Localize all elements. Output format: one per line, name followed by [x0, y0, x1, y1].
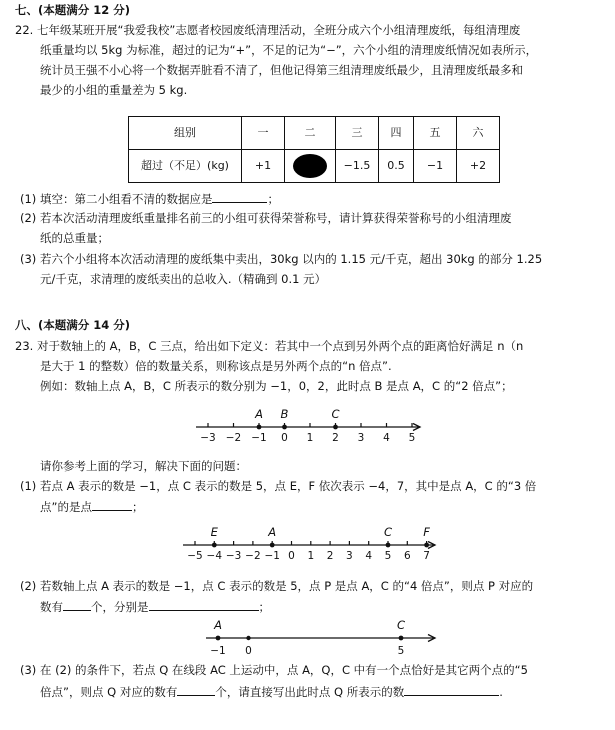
waste-paper-table: [128, 116, 500, 183]
tick-label: −2: [245, 550, 261, 562]
table-value-5: −1: [414, 150, 457, 183]
tick-label: 5: [397, 645, 405, 657]
q23-prompt: 请你参考上面的学习，解决下面的问题：: [40, 459, 247, 473]
table-value-2-smudged: [285, 150, 336, 183]
q23-part3-line1: (3) 在 (2) 的条件下，若点 Q 在线段 AC 上运动中，点 A，Q，C 中有一个点恰好是其它两个点的“5: [20, 663, 528, 677]
table-header-row: [129, 117, 500, 150]
table-header-label: 组别: [129, 117, 242, 150]
q22-intro-line2: 纸重量均以 5kg 为标准，超过的记为“+”，不足的记为“−”，六个小组的清理废纸情况如表所示，: [40, 43, 538, 57]
section7-heading: 七、(本题满分 12 分): [15, 3, 131, 17]
q23-intro-line1: 23. 对于数轴上的 A，B，C 三点，给出如下定义：若其中一个点到另外两个点的距离恰好满足 n（n: [15, 339, 524, 353]
table-value-4: 0.5: [379, 150, 414, 183]
q23-part3-values-blank[interactable]: [404, 683, 499, 696]
q23-example: 例如：数轴上点 A，B，C 所表示的数分别为 −1，0，2，此时点 B 是点 A，C 的“2 倍点”；: [40, 379, 513, 393]
point-b-label: B: [280, 407, 289, 421]
tick-label: −5: [187, 550, 203, 562]
q23-part1-text: 点”的是点: [40, 500, 92, 514]
tick-label: −3: [200, 432, 216, 444]
tick-label: −3: [225, 550, 242, 562]
tick-label: 5: [408, 432, 416, 444]
tick-label: −4: [206, 550, 223, 562]
q22-part1-blank[interactable]: [212, 190, 267, 203]
table-group-3: 三: [336, 117, 379, 150]
q23-part1-line2: [40, 498, 143, 516]
point-e-dot: [212, 543, 217, 548]
table-value-6: +2: [457, 150, 500, 183]
q23-part3-end: .: [499, 685, 503, 699]
number-line-3: [195, 613, 445, 663]
point-a-label: A: [268, 525, 277, 539]
point-c-label: C: [383, 525, 393, 539]
tick-label: −1: [264, 550, 280, 562]
table-row-label: 超过（不足）(kg): [129, 150, 242, 183]
tick-label: 0: [288, 550, 295, 562]
tick-label: −1: [210, 645, 226, 657]
point-b-dot: [282, 425, 287, 430]
tick-label: 2: [326, 550, 334, 562]
q22-intro-line1: 22. 七年级某班开展“我爱我校”志愿者校园废纸清理活动，全班分成六个小组清理废纸，每组清理废: [15, 23, 521, 37]
q23-part2-count-blank[interactable]: [63, 598, 91, 611]
q23-part2-text2: 个，分别是: [91, 600, 149, 614]
point-a-label: A: [255, 407, 263, 421]
q22-part2-line1: (2) 若本次活动清理废纸重量排名前三的小组可获得荣誉称号，请计算获得荣誉称号的小组清理废: [20, 211, 512, 225]
point-a-dot: [257, 425, 262, 430]
point-f-label: F: [423, 525, 430, 539]
q22-part3-line1: (3) 若六个小组将本次活动清理的废纸集中卖出，30kg 以内的 1.15 元/千克，超出 30kg 的部分 1.25: [20, 252, 543, 266]
q23-part2-values-blank[interactable]: [149, 598, 259, 611]
point-f-dot: [424, 543, 429, 548]
number-line-2: [175, 515, 455, 565]
q23-part3-text1: 倍点”，则点 Q 对应的数有: [40, 685, 178, 699]
tick-label: 0: [245, 645, 252, 657]
point-c-dot: [333, 425, 338, 430]
origin-dot: [246, 636, 250, 640]
section8-heading: 八、(本题满分 14 分): [15, 318, 131, 332]
table-group-4: 四: [379, 117, 414, 150]
q23-part3-count-blank[interactable]: [177, 683, 215, 696]
ink-smudge: [293, 154, 327, 178]
tick-label: 3: [346, 550, 353, 562]
q23-part1-end: ；: [131, 500, 144, 514]
point-a-dot: [270, 543, 275, 548]
tick-label: 3: [357, 432, 365, 444]
q23-intro-line2: 是大于 1 的整数）倍的数量关系，则称该点是另外两个点的“n 倍点”.: [40, 359, 392, 373]
q23-part1-line1: (1) 若点 A 表示的数是 −1，点 C 表示的数是 5，点 E，F 依次表示 −4，7，其中是点 A，C 的“3 倍: [20, 479, 537, 493]
q23-part2-text1: 数有: [40, 600, 63, 614]
q22-part3-line2: 元/千克，求清理的废纸卖出的总收入.（精确到 0.1 元）: [40, 272, 327, 286]
point-c-label: C: [331, 407, 340, 421]
q22-intro-line4: 最少的小组的重量差为 5 kg.: [40, 83, 188, 97]
tick-label: 6: [403, 550, 411, 562]
tick-label: 4: [383, 432, 390, 444]
point-e-label: E: [210, 525, 218, 539]
point-a-label: A: [214, 618, 222, 632]
table-group-5: 五: [414, 117, 457, 150]
table-group-6: 六: [457, 117, 500, 150]
q23-part2-line1: (2) 若数轴上点 A 表示的数是 −1，点 C 表示的数是 5，点 P 是点 A，C 的“4 倍点”，则点 P 对应的: [20, 579, 534, 593]
tick-label: 2: [332, 432, 339, 444]
table-group-2: 二: [285, 117, 336, 150]
tick-label: −2: [225, 432, 242, 444]
q22-intro-line3: 统计员王强不小心将一个数据弄脏看不清了，但他记得第三组清理废纸最少，且清理废纸最多和: [40, 63, 523, 77]
table-value-1: +1: [242, 150, 285, 183]
q23-part2-end: ；: [258, 600, 270, 614]
q22-part1: [20, 190, 279, 208]
q22-part1-text: (1) 填空：第二小组看不清的数据应是: [20, 192, 213, 206]
point-c-dot: [399, 636, 404, 641]
point-c-dot: [386, 543, 391, 548]
q23-part1-blank[interactable]: [92, 498, 132, 511]
tick-label: −1: [251, 432, 267, 444]
table-group-1: 一: [242, 117, 285, 150]
tick-label: 0: [281, 432, 288, 444]
tick-label: 7: [423, 550, 430, 562]
q22-part1-end: ；: [267, 192, 279, 206]
number-line-1: [190, 397, 440, 445]
point-c-label: C: [396, 618, 406, 632]
table-value-3: −1.5: [336, 150, 379, 183]
tick-label: 1: [306, 432, 314, 444]
tick-label: 4: [365, 550, 373, 562]
q23-part3-text2: 个，请直接写出此时点 Q 所表示的数: [215, 685, 405, 699]
tick-label: 1: [307, 550, 315, 562]
q23-part3-line2: [40, 683, 503, 701]
tick-label: 5: [384, 550, 392, 562]
q22-part2-line2: 纸的总重量；: [40, 231, 109, 245]
point-a-dot: [216, 636, 221, 641]
table-value-row: [129, 150, 500, 183]
